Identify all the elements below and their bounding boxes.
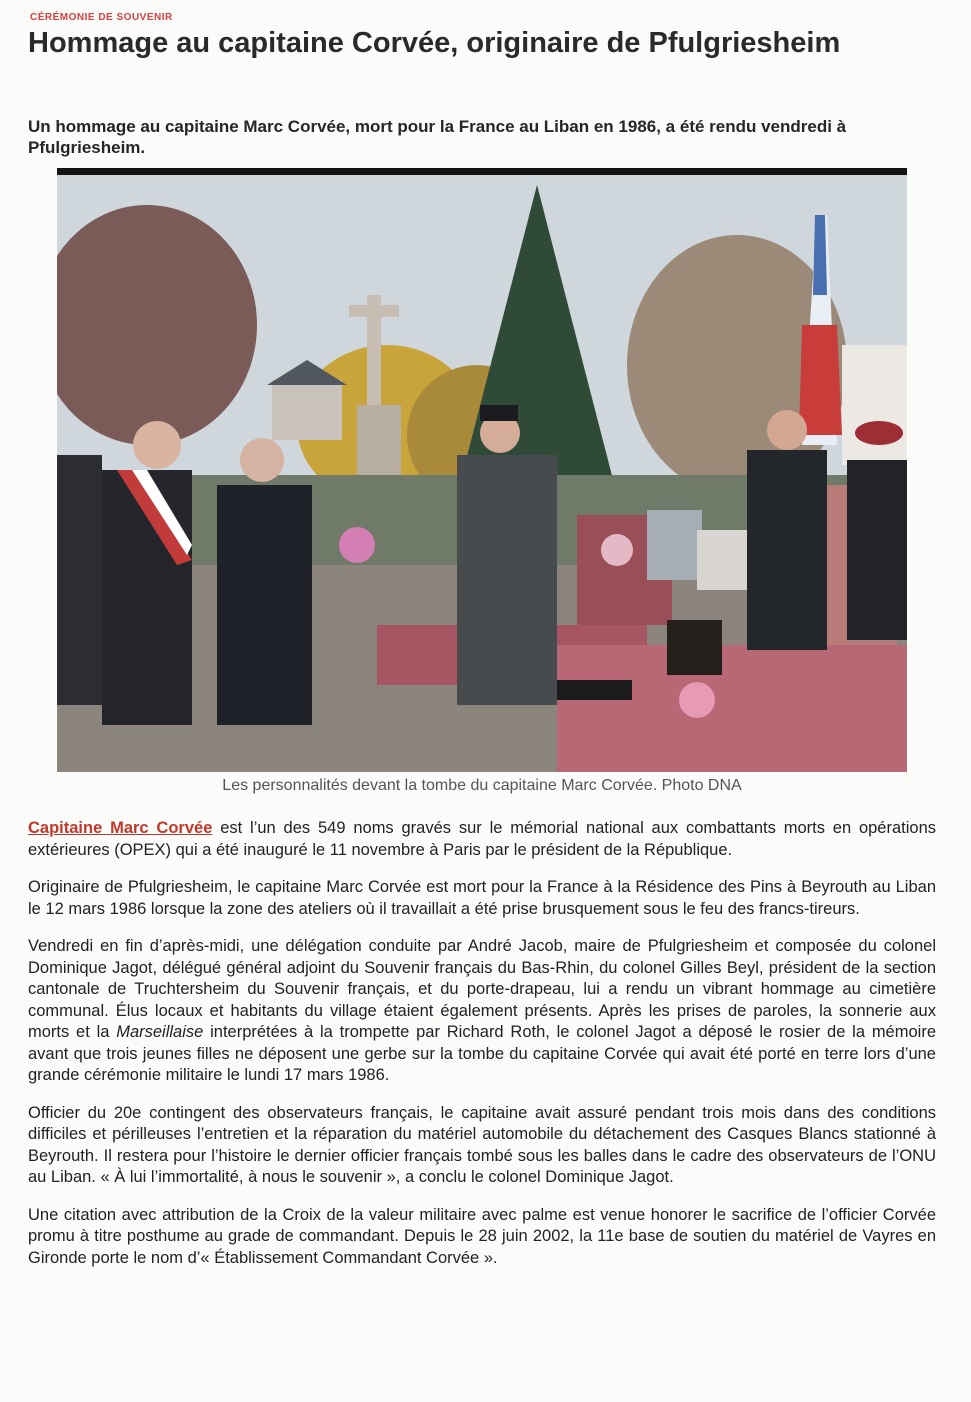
lead-paragraph: Un hommage au capitaine Marc Corvée, mort pour la France au Liban en 1986, a été rendu vendredi à Pfulgriesheim. bbox=[28, 117, 847, 157]
anthem-title: Marseillaise bbox=[116, 1023, 204, 1041]
headline: Hommage au capitaine Corvée, originaire de Pfulgriesheim bbox=[28, 27, 841, 59]
paragraph-4: Officier du 20e contingent des observateurs français, le capitaine avait assuré pendant trois mois dans des conditions difficiles et périlleuses l’entretien et la réparation du matériel automobile du détachement des Casques Blancs stationné à Beyrouth. Il restera pour l’histoire le dernier officier français tombé sous les balles dans le cadre des observateurs de l’ONU au Liban. « À lui l’immortalité, à nous le souvenir », a conclu le colonel Dominique Jagot. bbox=[28, 1103, 936, 1186]
article-photo bbox=[57, 168, 907, 772]
paragraph-3 bbox=[28, 936, 936, 1087]
paragraph-3-text-b: interprétées à la trompette par Richard Roth, le colonel Jagot a déposé le rosier de la mémoire avant que trois jeunes filles ne déposent une gerbe sur la tombe du capitaine Corvée qui avait été porté en terre lors d’une grande cérémonie militaire le lundi 17 mars 1986. bbox=[28, 1023, 936, 1084]
photo-caption: Les personnalités devant la tombe du capitaine Marc Corvée. Photo DNA bbox=[222, 777, 742, 794]
person-link[interactable]: Capitaine Marc Corvée bbox=[28, 819, 213, 837]
paragraph-3-text-a: Vendredi en fin d’après-midi, une délégation conduite par André Jacob, maire de Pfulgriesheim et composée du colonel Dominique Jagot, délégué général adjoint du Souvenir français du Bas-Rhin, du colonel Gilles Beyl, président de la section cantonale de Truchtersheim du Souvenir français, et du porte-drapeau, lui a rendu un vibrant hommage au cimetière communal. Élus locaux et habitants du village étaient également présents. Après les prises de paroles, la sonnerie aux morts et la bbox=[28, 937, 936, 1041]
paragraph-5: Une citation avec attribution de la Croix de la valeur militaire avec palme est venue honorer le sacrifice de l’officier Corvée promu à titre posthume au grade de commandant. Depuis le 28 juin 2002, la 11e base de soutien du matériel de Vayres en Gironde porte le nom d’« Établissement Commandant Corvée ». bbox=[28, 1205, 936, 1267]
paragraph-1-text: est l’un des 549 noms gravés sur le mémorial national aux combattants morts en opérations extérieures (OPEX) qui a été inauguré le 11 novembre à Paris par le président de la République. bbox=[28, 819, 936, 859]
article-body bbox=[28, 818, 936, 1285]
paragraph-1 bbox=[28, 818, 936, 861]
kicker: CÉRÉMONIE DE SOUVENIR bbox=[30, 12, 173, 23]
paragraph-2: Originaire de Pfulgriesheim, le capitaine Marc Corvée est mort pour la France à la Résidence des Pins à Beyrouth au Liban le 12 mars 1986 lorsque la zone des ateliers où il travaillait a été prise brusquement sous le feu des francs-tireurs. bbox=[28, 878, 936, 918]
